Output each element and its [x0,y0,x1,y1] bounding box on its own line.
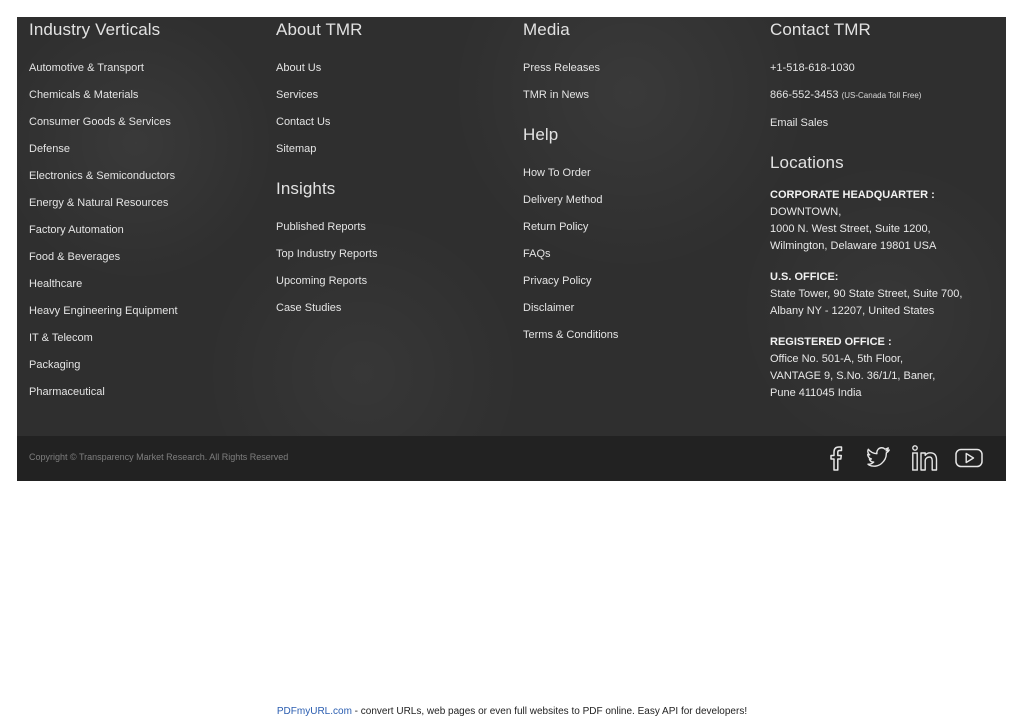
pdf-banner-text: - convert URLs, web pages or even full websites to PDF online. Easy API for developers! [351,706,748,717]
industry-link-energy[interactable]: Energy & Natural Resources [29,197,169,209]
industry-link-defense[interactable]: Defense [29,143,70,155]
insights-heading: Insights [276,179,336,198]
about-link-contact-us[interactable]: Contact Us [276,116,331,128]
industry-link-food-beverages[interactable]: Food & Beverages [29,251,121,263]
help-link-privacy-policy[interactable]: Privacy Policy [523,275,592,287]
about-heading: About TMR [276,20,363,39]
media-link-press-releases[interactable]: Press Releases [523,62,601,74]
facebook-icon[interactable] [820,442,852,474]
insights-link-published-reports[interactable]: Published Reports [276,221,366,233]
contact-tollfree-link[interactable] [770,89,921,101]
contact-tollfree-number: 866-552-3453 [770,89,839,101]
contact-heading: Contact TMR [770,20,871,39]
about-link-about-us[interactable]: About Us [276,62,322,74]
us-office-line: State Tower, 90 State Street, Suite 700, [770,288,963,300]
industry-link-packaging[interactable]: Packaging [29,359,81,371]
us-office-line: Albany NY - 12207, United States [770,305,935,317]
us-office-title: U.S. OFFICE: [770,271,839,283]
pdf-converter-banner [0,706,1024,717]
help-heading: Help [523,125,559,144]
help-link-faqs[interactable]: FAQs [523,248,551,260]
industry-link-chemicals[interactable]: Chemicals & Materials [29,89,139,101]
industry-link-factory-automation[interactable]: Factory Automation [29,224,124,236]
corporate-hq-line: DOWNTOWN, [770,206,842,218]
corporate-hq-title: CORPORATE HEADQUARTER : [770,189,935,201]
registered-office-line: VANTAGE 9, S.No. 36/1/1, Baner, [770,370,936,382]
twitter-icon[interactable] [864,442,896,474]
industry-link-pharmaceutical[interactable]: Pharmaceutical [29,386,105,398]
insights-link-upcoming-reports[interactable]: Upcoming Reports [276,275,368,287]
industry-link-electronics[interactable]: Electronics & Semiconductors [29,170,176,182]
industry-link-automotive[interactable]: Automotive & Transport [29,62,144,74]
about-link-sitemap[interactable]: Sitemap [276,143,317,155]
registered-office-line: Office No. 501-A, 5th Floor, [770,353,904,365]
copyright-text: Copyright © Transparency Market Research. All Rights Reserved [29,452,289,462]
pdfmyurl-link[interactable]: PDFmyURL.com [276,706,352,717]
help-link-terms[interactable]: Terms & Conditions [523,329,619,341]
insights-link-top-industry-reports[interactable]: Top Industry Reports [276,248,378,260]
media-link-tmr-in-news[interactable]: TMR in News [523,89,590,101]
help-link-how-to-order[interactable]: How To Order [523,167,591,179]
registered-office-title: REGISTERED OFFICE : [770,336,892,348]
industry-link-it-telecom[interactable]: IT & Telecom [29,332,93,344]
youtube-icon[interactable] [953,442,985,474]
industry-link-healthcare[interactable]: Healthcare [29,278,83,290]
contact-phone-link[interactable]: +1-518-618-1030 [770,62,855,74]
industry-verticals-heading: Industry Verticals [29,20,161,39]
contact-email-sales-link[interactable]: Email Sales [770,117,829,129]
registered-office-line: Pune 411045 India [770,387,862,399]
corporate-hq-line: 1000 N. West Street, Suite 1200, [770,223,931,235]
media-heading: Media [523,20,570,39]
linkedin-icon[interactable] [909,442,941,474]
help-link-disclaimer[interactable]: Disclaimer [523,302,575,314]
industry-link-heavy-engineering[interactable]: Heavy Engineering Equipment [29,305,178,317]
help-link-return-policy[interactable]: Return Policy [523,221,589,233]
corporate-hq-line: Wilmington, Delaware 19801 USA [770,240,937,252]
about-link-services[interactable]: Services [276,89,319,101]
contact-tollfree-note: (US-Canada Toll Free) [841,91,922,100]
help-link-delivery-method[interactable]: Delivery Method [523,194,603,206]
locations-heading: Locations [770,153,844,172]
site-footer [17,17,1006,436]
industry-link-consumer-goods[interactable]: Consumer Goods & Services [29,116,171,128]
footer-bottom-bar [17,436,1006,481]
insights-link-case-studies[interactable]: Case Studies [276,302,342,314]
